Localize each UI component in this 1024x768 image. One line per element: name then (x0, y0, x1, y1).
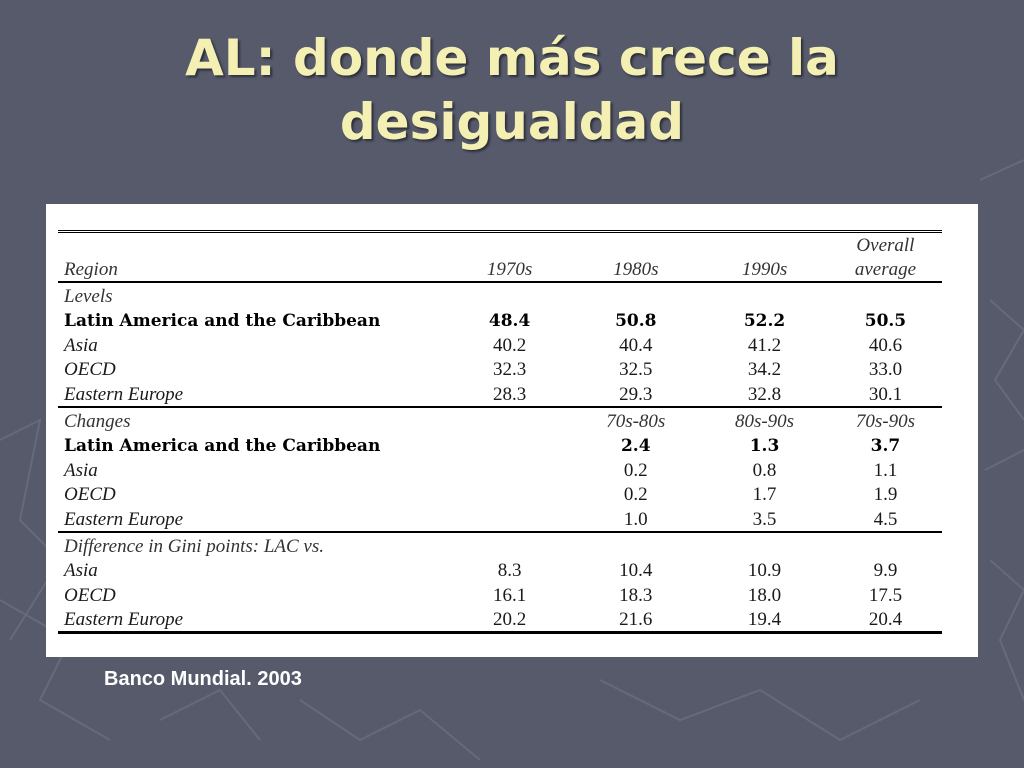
header-overall: Overall (856, 235, 915, 256)
cell: 16.1 (492, 584, 527, 606)
cell: 20.4 (868, 609, 903, 631)
title-line-2: desigualdad (339, 93, 685, 151)
cell: 8.3 (497, 560, 522, 582)
cell (448, 457, 572, 482)
cell: 21.6 (619, 609, 653, 631)
cell: 2.4 (620, 436, 651, 457)
cell: 1.3 (749, 436, 780, 457)
header-70s-80s: 70s-80s (571, 407, 700, 433)
cell: 3.7 (870, 436, 901, 457)
source-caption: Banco Mundial. 2003 (104, 668, 302, 690)
row-label: Asia (64, 459, 98, 481)
table-row (58, 558, 942, 583)
cell: 9.9 (873, 560, 898, 582)
cell: 19.4 (747, 609, 782, 631)
cell (448, 506, 572, 532)
row-label: Eastern Europe (64, 508, 184, 530)
header-region: Region (58, 257, 448, 282)
row-label: OECD (64, 359, 116, 381)
table-header-row (58, 257, 942, 282)
header-1990s: 1990s (700, 257, 829, 282)
table-header-row (58, 232, 942, 258)
cell: 50.5 (864, 311, 907, 332)
cell: 32.8 (747, 383, 782, 405)
cell (448, 482, 572, 507)
cell: 32.5 (619, 359, 653, 381)
cell: 33.0 (868, 359, 903, 381)
table-panel (46, 204, 978, 657)
gini-table (58, 230, 942, 634)
cell: 0.8 (752, 459, 777, 481)
row-label: OECD (64, 584, 116, 606)
cell: 10.9 (747, 560, 782, 582)
cell: 10.4 (619, 560, 653, 582)
cell: 18.0 (747, 584, 782, 606)
table-row (58, 582, 942, 607)
cell: 1.0 (623, 508, 648, 530)
cell: 0.2 (623, 484, 648, 506)
cell: 34.2 (747, 359, 782, 381)
row-label: Eastern Europe (64, 609, 184, 631)
header-80s-90s: 80s-90s (700, 407, 829, 433)
cell (448, 433, 572, 458)
cell: 1.9 (873, 484, 898, 506)
header-1980s: 1980s (571, 257, 700, 282)
cell: 32.3 (492, 359, 527, 381)
cell: 50.8 (615, 311, 657, 332)
cell: 29.3 (619, 383, 653, 405)
cell: 18.3 (619, 584, 653, 606)
cell: 41.2 (747, 334, 782, 356)
title-line-1: AL: donde más crece la (185, 29, 839, 87)
table-row (58, 506, 942, 532)
row-label: OECD (64, 484, 116, 506)
cell: 17.5 (868, 584, 903, 606)
section-changes (58, 407, 942, 433)
table-row (58, 308, 942, 333)
cell: 0.2 (623, 459, 648, 481)
row-label: Latin America and the Caribbean (64, 436, 381, 457)
cell: 40.4 (619, 334, 653, 356)
header-1970s: 1970s (448, 257, 572, 282)
row-label: Asia (64, 560, 98, 582)
section-label: Levels (64, 285, 113, 307)
row-label: Eastern Europe (64, 383, 184, 405)
table-row (58, 607, 942, 633)
table-row (58, 482, 942, 507)
table-row (58, 381, 942, 407)
header-70s-90s: 70s-90s (829, 407, 942, 433)
section-levels (58, 282, 942, 308)
cell: 40.6 (868, 334, 903, 356)
cell: 30.1 (868, 383, 903, 405)
cell: 28.3 (492, 383, 527, 405)
table-row (58, 332, 942, 357)
cell: 48.4 (488, 311, 531, 332)
header-average: average (829, 257, 942, 282)
slide-title (0, 26, 1024, 154)
cell: 40.2 (492, 334, 527, 356)
cell: 4.5 (873, 508, 898, 530)
table-row (58, 357, 942, 382)
section-label: Changes (58, 407, 448, 433)
section-difference (58, 532, 942, 558)
cell: 3.5 (752, 508, 777, 530)
section-label: Difference in Gini points: LAC vs. (58, 532, 571, 558)
cell: 52.2 (743, 311, 786, 332)
row-label: Asia (64, 334, 98, 356)
table-row (58, 457, 942, 482)
cell: 20.2 (492, 609, 527, 631)
table-row (58, 433, 942, 458)
row-label: Latin America and the Caribbean (64, 311, 381, 332)
cell: 1.1 (873, 459, 898, 481)
cell: 1.7 (752, 484, 777, 506)
